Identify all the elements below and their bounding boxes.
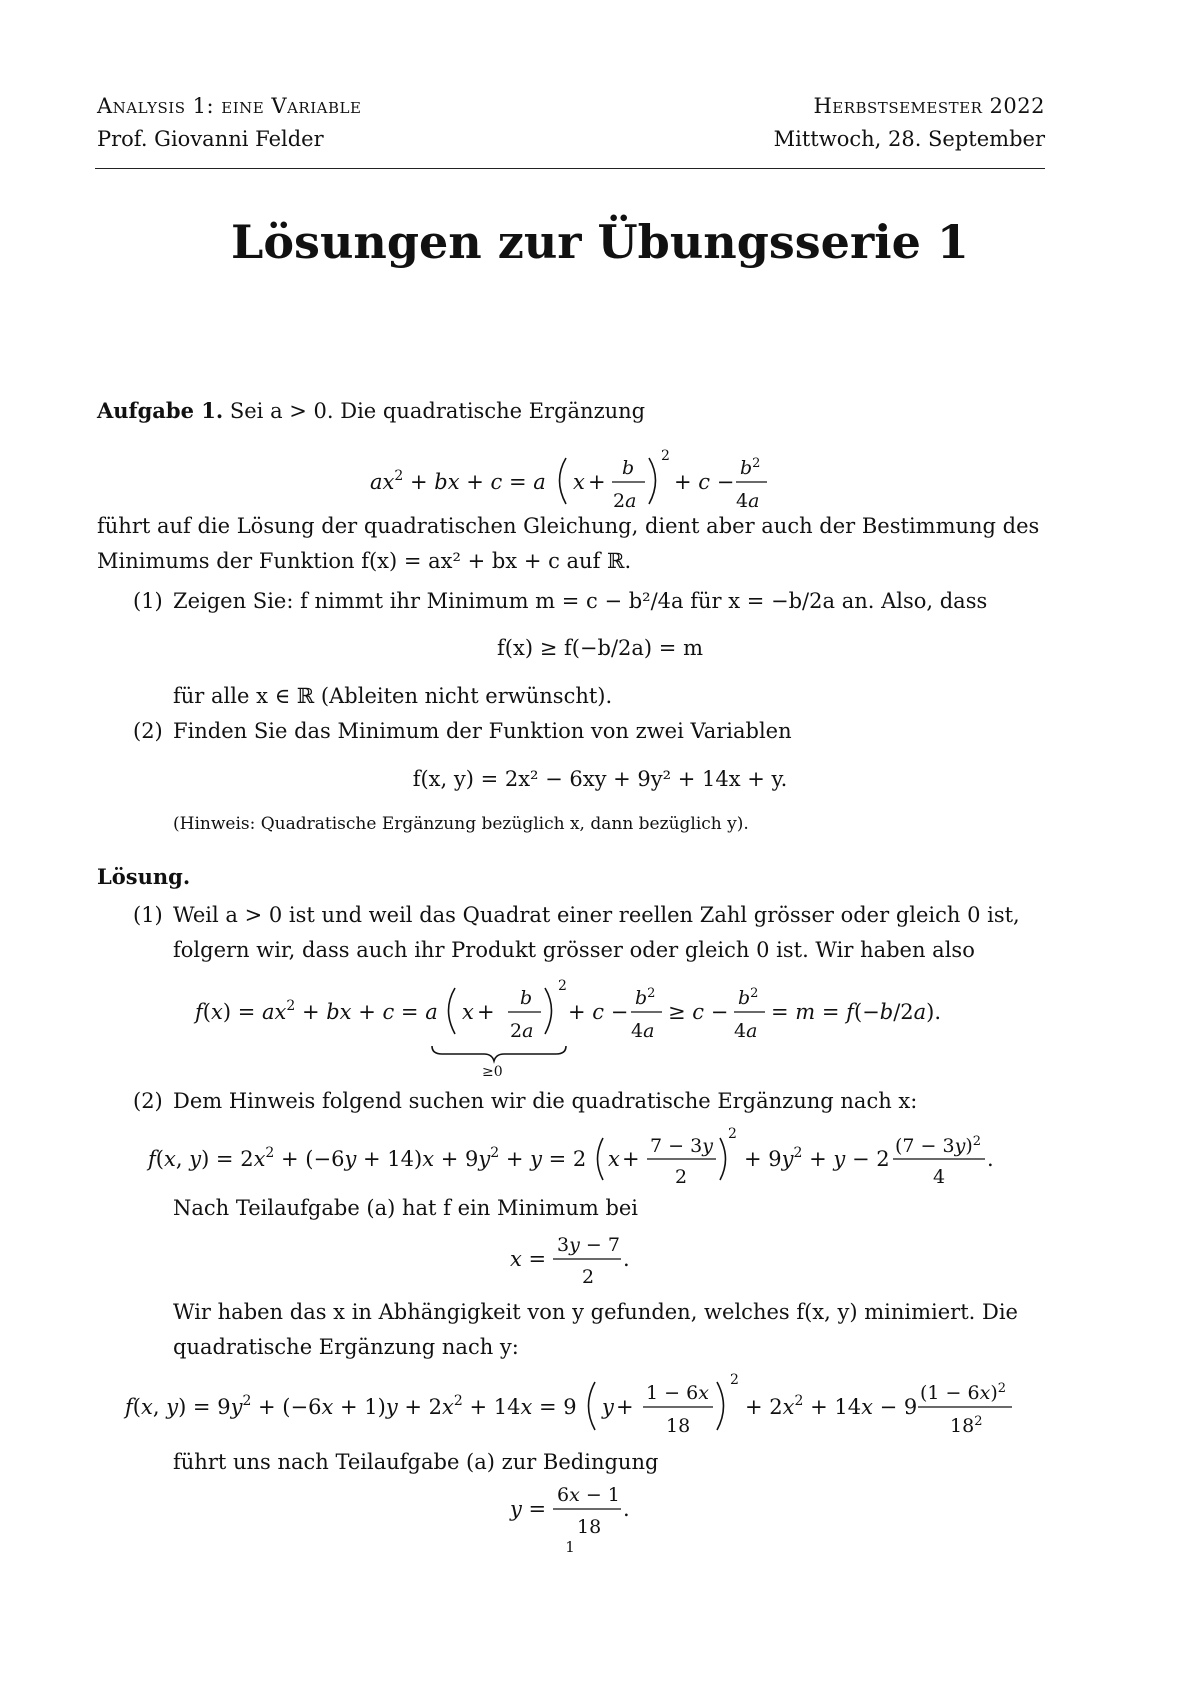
solution2-equation3 xyxy=(0,1362,1200,1446)
svg-text:.: . xyxy=(623,1247,630,1271)
problem-hint: (Hinweis: Quadratische Ergänzung bezüglich x, dann bezüglich y). xyxy=(173,814,749,834)
svg-text:+: + xyxy=(616,1395,634,1419)
svg-text:= m = f(−b/2a).: = m = f(−b/2a). xyxy=(771,1000,942,1024)
svg-text:b: b xyxy=(520,987,533,1009)
svg-text:.: . xyxy=(623,1497,630,1521)
problem-label: Aufgabe 1. xyxy=(97,398,224,423)
svg-text:+: + xyxy=(588,470,606,494)
svg-text:4a: 4a xyxy=(631,1020,655,1042)
problem-line2: führt auf die Lösung der quadratischen Gleichung, dient aber auch der Bestimmung des xyxy=(97,514,1040,538)
svg-text:+: + xyxy=(477,1000,495,1024)
solution2-line2: Nach Teilaufgabe (a) hat f ein Minimum bei xyxy=(173,1196,639,1220)
problem-intro xyxy=(97,398,645,423)
part1-tail: für alle x ∈ ℝ (Ableiten nicht erwünscht). xyxy=(173,684,613,708)
svg-text:4a: 4a xyxy=(734,1020,758,1042)
solution1-line1: Weil a > 0 ist und weil das Quadrat einer reellen Zahl grösser oder gleich 0 ist, xyxy=(173,903,1020,927)
part1-equation: f(x) ≥ f(−b/2a) = m xyxy=(497,636,703,660)
svg-text:.: . xyxy=(987,1147,994,1171)
solution1-line2: folgern wir, dass auch ihr Produkt grösser oder gleich 0 ist. Wir haben also xyxy=(173,938,975,962)
svg-text:2: 2 xyxy=(582,1266,595,1288)
professor: Prof. Giovanni Felder xyxy=(97,127,324,151)
svg-text:4a: 4a xyxy=(736,490,760,512)
solution2-line1: Dem Hinweis folgend suchen wir die quadratische Ergänzung nach x: xyxy=(173,1089,918,1113)
svg-text:1 − 6x: 1 − 6x xyxy=(646,1382,709,1404)
svg-text:b: b xyxy=(622,457,635,479)
svg-text:4: 4 xyxy=(933,1166,946,1188)
date: Mittwoch, 28. September xyxy=(773,127,1045,151)
part1-text: Zeigen Sie: f nimmt ihr Minimum m = c − b²/4a für x = −b/2a an. Also, dass xyxy=(173,589,988,613)
svg-text:+ 9y2 + y − 2: + $9y^2 + y - 2$ xyxy=(744,1145,890,1171)
underbrace-label: ≥0 xyxy=(482,1064,503,1078)
svg-text:2: 2 xyxy=(558,978,567,994)
svg-text:+ c −: + c − xyxy=(674,470,735,494)
problem-line3: Minimums der Funktion f(x) = ax² + bx + c auf ℝ. xyxy=(97,549,632,573)
svg-text:3y − 7: 3y − 7 xyxy=(557,1234,620,1256)
solution2-line4: quadratische Ergänzung nach y: xyxy=(173,1335,519,1359)
problem-intro-text: Sei a > 0. Die quadratische Ergänzung xyxy=(229,399,646,423)
svg-text:x =: x = xyxy=(510,1247,547,1271)
solution1-equation xyxy=(0,968,1200,1078)
svg-text:6x − 1: 6x − 1 xyxy=(557,1484,620,1506)
svg-text:y =: y = xyxy=(510,1497,547,1521)
svg-text:18: 18 xyxy=(666,1415,691,1437)
solution2-line3: Wir haben das x in Abhängigkeit von y gefunden, welches f(x, y) minimiert. Die xyxy=(173,1300,1018,1324)
svg-text:x: x xyxy=(573,470,585,494)
course-title: Analysis 1: eine Variable xyxy=(97,94,362,118)
svg-text:b2: $b^2$ xyxy=(635,986,656,1009)
part1-number: (1) xyxy=(133,589,163,613)
svg-text:x: x xyxy=(608,1147,620,1171)
solution2-equation4 xyxy=(0,1476,1200,1546)
svg-text:2a: 2a xyxy=(613,490,637,512)
solution2-number: (2) xyxy=(133,1089,163,1113)
svg-text:2: 2 xyxy=(675,1166,688,1188)
svg-text:(7 − 3y)2: $(7 - 3y)^2$ xyxy=(895,1134,982,1157)
semester: Herbstsemester 2022 xyxy=(813,94,1045,118)
header-rule xyxy=(95,168,1045,169)
svg-text:f(x, y) = 2x2 + (−6y + 14)x +: f(x, $y) = 2x^2 + (-6y + 14)x + 9y^2 + y = 2$ xyxy=(148,1145,587,1171)
svg-text:7 − 3y: 7 − 3y xyxy=(650,1135,713,1157)
svg-text:b2: $b^2$ xyxy=(738,986,759,1009)
page-number: 1 xyxy=(565,1538,575,1556)
svg-text:2a: 2a xyxy=(510,1020,534,1042)
part2-equation: f(x, y) = 2x² − 6xy + 9y² + 14x + y. xyxy=(412,767,788,791)
svg-text:+ c −: + c − xyxy=(568,1000,629,1024)
svg-text:≥ c −: ≥ c − xyxy=(668,1000,729,1024)
svg-text:f(x, y) = 9y2 + (−6x + 1)y + 2: f(x, $y) = 9y^2 + (-6x + 1)y + 2x^2 + 14x = 9$ xyxy=(125,1393,577,1419)
svg-text:+: + xyxy=(622,1147,640,1171)
svg-text:2: 2 xyxy=(730,1372,739,1388)
solution1-number: (1) xyxy=(133,903,163,927)
svg-text:182: $18^2$ xyxy=(950,1414,983,1437)
svg-text:18: 18 xyxy=(577,1516,602,1538)
solution2-equation1 xyxy=(0,1116,1200,1196)
solution2-equation2 xyxy=(0,1226,1200,1296)
svg-text:+ 2x2 + 14x − 9: + $2x^2 + 14x - 9$ xyxy=(745,1393,918,1419)
page-title: Lösungen zur Übungsserie 1 xyxy=(231,215,969,269)
svg-text:ax2 + bx + c = a: $ax^2$ + bx + c = a xyxy=(370,468,546,494)
eq-completion xyxy=(0,438,1200,518)
svg-text:f(x) = ax2 + bx + c = a: $f(x) = ax^2$ + bx + c = a xyxy=(195,998,438,1024)
part2-number: (2) xyxy=(133,719,163,743)
svg-text:y: y xyxy=(602,1395,614,1419)
solution2-line5: führt uns nach Teilaufgabe (a) zur Bedingung xyxy=(173,1450,659,1474)
svg-text:2: 2 xyxy=(661,448,670,464)
part2-text: Finden Sie das Minimum der Funktion von zwei Variablen xyxy=(173,719,792,743)
solution-label: Lösung. xyxy=(97,864,191,889)
svg-text:x: x xyxy=(462,1000,474,1024)
svg-text:2: 2 xyxy=(728,1126,737,1142)
svg-text:b2: $b^2$ xyxy=(740,456,761,479)
svg-text:(1 − 6x)2: $(1 - 6x)^2$ xyxy=(920,1381,1007,1404)
